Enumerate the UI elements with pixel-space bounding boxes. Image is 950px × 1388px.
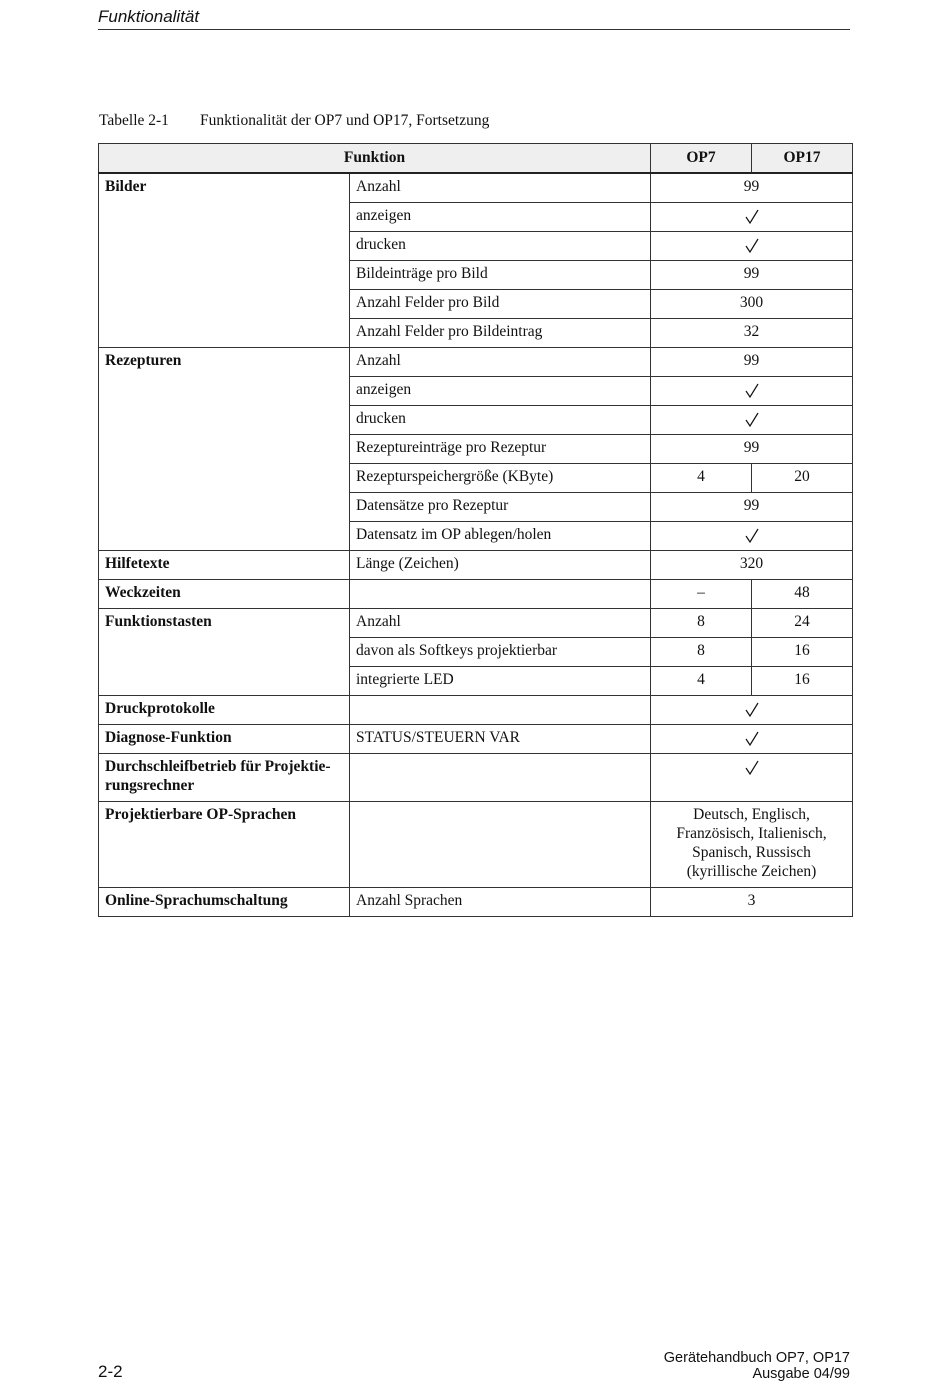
- row-group-label: Projektierbare OP-Sprachen: [99, 802, 350, 888]
- table-row: [99, 348, 853, 377]
- value-cell-op7: –: [651, 580, 752, 609]
- header-op17: OP17: [752, 144, 853, 174]
- table-row: [99, 754, 853, 802]
- feature-cell: Datensatz im OP ablegen/holen: [350, 522, 651, 551]
- table-number: Tabelle 2-1: [99, 112, 169, 129]
- table-row: [99, 173, 853, 203]
- value-cell-shared: [651, 232, 853, 261]
- table-row: [99, 696, 853, 725]
- value-cell-shared: 320: [651, 551, 853, 580]
- value-cell-shared: [651, 522, 853, 551]
- value-cell-shared: [651, 406, 853, 435]
- functionality-table: [98, 143, 853, 917]
- value-cell-shared: 99: [651, 173, 853, 203]
- value-cell-shared: 99: [651, 493, 853, 522]
- table-header-row: [99, 144, 853, 174]
- feature-cell: Länge (Zeichen): [350, 551, 651, 580]
- row-group-label: Weckzeiten: [99, 580, 350, 609]
- feature-cell: Anzahl Felder pro Bildeintrag: [350, 319, 651, 348]
- section-title: Funktionalität: [98, 7, 200, 26]
- feature-cell: STATUS/STEUERN VAR: [350, 725, 651, 754]
- checkmark-icon: [745, 209, 759, 224]
- page-number: 2-2: [98, 1362, 123, 1381]
- feature-cell: [350, 802, 651, 888]
- value-cell-op17: 20: [752, 464, 853, 493]
- row-group-label: Hilfetexte: [99, 551, 350, 580]
- feature-cell: Rezeptureinträge pro Rezeptur: [350, 435, 651, 464]
- value-cell-shared: 99: [651, 348, 853, 377]
- feature-cell: drucken: [350, 232, 651, 261]
- feature-cell: Anzahl: [350, 348, 651, 377]
- feature-cell: drucken: [350, 406, 651, 435]
- value-cell-shared: [651, 203, 853, 232]
- feature-cell: integrierte LED: [350, 667, 651, 696]
- table-row: [99, 580, 853, 609]
- value-cell-shared: [651, 754, 853, 802]
- value-cell-shared: 3: [651, 888, 853, 917]
- value-cell-shared: 32: [651, 319, 853, 348]
- row-group-label: Funktionstasten: [99, 609, 350, 696]
- value-cell-op17: 24: [752, 609, 853, 638]
- feature-cell: Anzahl: [350, 609, 651, 638]
- checkmark-icon: [745, 528, 759, 543]
- table-caption-text: Funktionalität der OP7 und OP17, Fortsetzung: [200, 112, 490, 129]
- checkmark-icon: [745, 731, 759, 746]
- footer-info: [664, 1350, 850, 1382]
- value-cell-op17: 48: [752, 580, 853, 609]
- feature-cell: davon als Softkeys projektierbar: [350, 638, 651, 667]
- value-cell-shared: [651, 377, 853, 406]
- checkmark-icon: [745, 760, 759, 775]
- feature-cell: [350, 696, 651, 725]
- table-row: [99, 551, 853, 580]
- value-cell-op7: 8: [651, 609, 752, 638]
- feature-cell: anzeigen: [350, 203, 651, 232]
- row-group-label: Rezepturen: [99, 348, 350, 551]
- table-row: [99, 609, 853, 638]
- value-cell-op7: 4: [651, 464, 752, 493]
- feature-cell: Datensätze pro Rezeptur: [350, 493, 651, 522]
- value-cell-shared: 300: [651, 290, 853, 319]
- edition: Ausgabe 04/99: [752, 1366, 850, 1382]
- row-group-label: Druckprotokolle: [99, 696, 350, 725]
- table-row: [99, 725, 853, 754]
- value-cell-shared: 99: [651, 435, 853, 464]
- feature-cell: Anzahl Felder pro Bild: [350, 290, 651, 319]
- value-cell-shared: Deutsch, Englisch, Französisch, Italienisch, Spanisch, Russisch (kyrillische Zeichen): [651, 802, 853, 888]
- feature-cell: Anzahl: [350, 173, 651, 203]
- checkmark-icon: [745, 412, 759, 427]
- header-funktion: Funktion: [99, 144, 651, 174]
- checkmark-icon: [745, 238, 759, 253]
- manual-title: Gerätehandbuch OP7, OP17: [663, 1350, 850, 1366]
- feature-cell: Rezepturspeichergröße (KByte): [350, 464, 651, 493]
- checkmark-icon: [745, 383, 759, 398]
- value-cell-op7: 8: [651, 638, 752, 667]
- value-cell-shared: 99: [651, 261, 853, 290]
- row-group-label: Bilder: [99, 173, 350, 348]
- header-op7: OP7: [651, 144, 752, 174]
- feature-cell: Anzahl Sprachen: [350, 888, 651, 917]
- table-caption: [99, 112, 489, 130]
- feature-cell: [350, 754, 651, 802]
- row-group-label: Diagnose-Funktion: [99, 725, 350, 754]
- value-cell-op17: 16: [752, 638, 853, 667]
- header-divider: [98, 29, 850, 30]
- table-body: [99, 173, 853, 917]
- row-group-label: Durchschleifbetrieb für Projektie- rungsrechner: [99, 754, 350, 802]
- row-group-label: Online-Sprachumschaltung: [99, 888, 350, 917]
- feature-cell: anzeigen: [350, 377, 651, 406]
- value-cell-shared: [651, 696, 853, 725]
- value-cell-shared: [651, 725, 853, 754]
- value-cell-op7: 4: [651, 667, 752, 696]
- value-cell-op17: 16: [752, 667, 853, 696]
- table-row: [99, 802, 853, 888]
- checkmark-icon: [745, 702, 759, 717]
- table-row: [99, 888, 853, 917]
- feature-cell: Bildeinträge pro Bild: [350, 261, 651, 290]
- feature-cell: [350, 580, 651, 609]
